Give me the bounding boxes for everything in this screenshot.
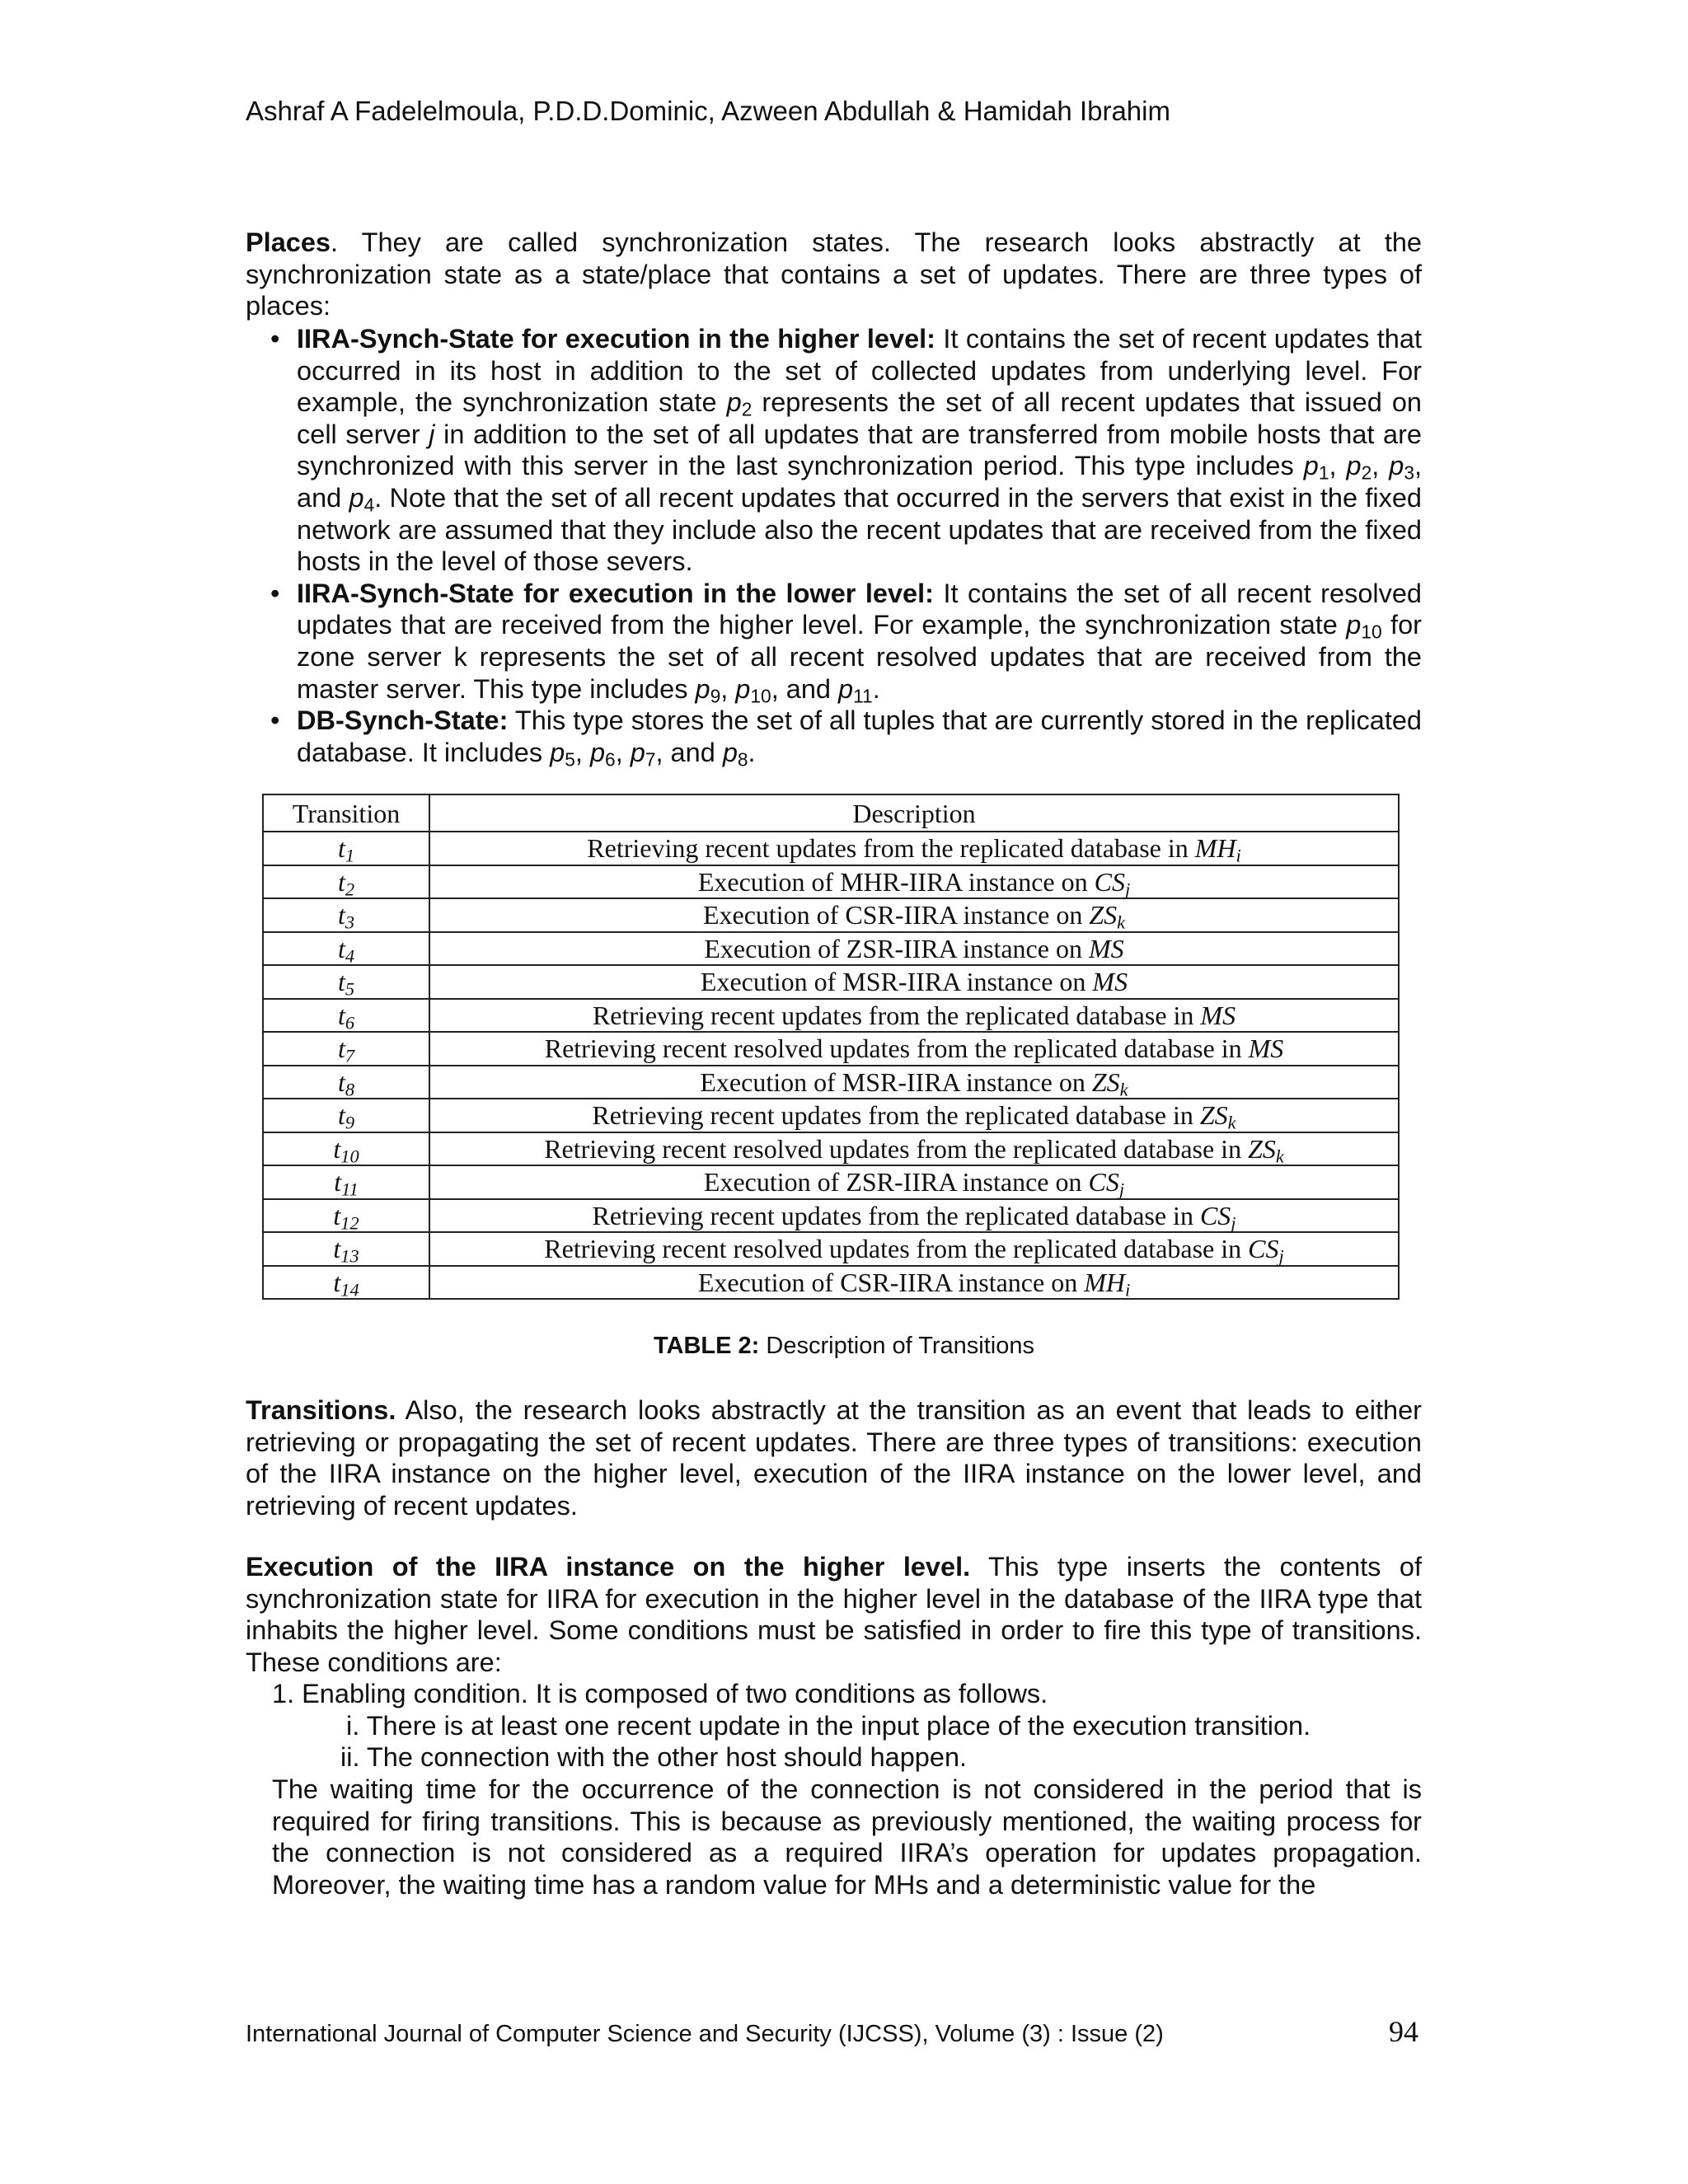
description-cell: Retrieving recent updates from the replicated database in $ZS_k$: [429, 1099, 1399, 1132]
description-cell: Execution of ZSR-IIRA instance on MS: [429, 932, 1399, 966]
transition-cell: $t_9$: [263, 1099, 429, 1132]
transition-cell: $t_5$: [263, 965, 429, 999]
transition-cell: $t_{12}$: [263, 1199, 429, 1233]
table-row: [263, 1199, 1399, 1233]
transition-cell: $t_{13}$: [263, 1232, 429, 1266]
description-cell: Retrieving recent resolved updates from the replicated database in $CS_j$: [429, 1232, 1399, 1266]
execution-heading: Execution of the IIRA instance on the higher level.: [246, 1552, 971, 1582]
table-row: [263, 865, 1399, 899]
places-list: [246, 323, 1423, 771]
transition-cell: $t_{14}$: [263, 1266, 429, 1300]
table-row: [263, 932, 1399, 966]
places-paragraph: Places. They are called synchronization states. The research looks abstractly at the synchronization state as a state/place that contains a set of updates. There are three types of places:: [246, 227, 1422, 321]
description-cell: Execution of ZSR-IIRA instance on $CS_j$: [429, 1165, 1399, 1199]
transition-cell: $t_3$: [263, 898, 429, 932]
bullet-icon: •: [270, 705, 280, 736]
table-body: [263, 832, 1399, 1299]
condition-ii: ii. The connection with the other host should happen.: [340, 1742, 968, 1772]
running-header: Ashraf A Fadelelmoula, P.D.D.Dominic, Azween Abdullah & Hamidah Ibrahim: [246, 96, 1170, 126]
bullet-icon: •: [270, 578, 280, 608]
transition-cell: $t_2$: [263, 865, 429, 899]
transitions-table: [262, 794, 1400, 1300]
table-row: [263, 1066, 1399, 1099]
waiting-time-paragraph: The waiting time for the occurrence of the connection is not considered in the period that is required for firing transitions. This is because as previously mentioned, the waiting process for the connection is not considered as a required IIRA’s operation for updates propagation. Moreover, the waiting time has a random value for MHs and a deterministic value for the: [272, 1774, 1422, 1900]
table-row: [263, 1032, 1399, 1066]
table-row: [263, 965, 1399, 999]
description-cell: Execution of CSR-IIRA instance on $ZS_k$: [429, 898, 1399, 932]
table-row: [263, 1132, 1399, 1166]
table-row: [263, 1266, 1399, 1300]
table-row: [263, 1165, 1399, 1199]
description-cell: Execution of MSR-IIRA instance on MS: [429, 965, 1399, 999]
bullet-icon: •: [270, 324, 280, 354]
column-header-transition: Transition: [263, 794, 429, 832]
list-item: • DB-Synch-State: This type stores the set of all tuples that are currently stored in the replicated database. It includes $p_5$, $p_6$, $p_7$, and $p_8$.: [270, 705, 1423, 771]
description-cell: Execution of CSR-IIRA instance on $MH_i$: [429, 1266, 1399, 1300]
condition-i: i. There is at least one recent update in the input place of the execution transition.: [346, 1711, 1311, 1741]
journal-footer: International Journal of Computer Science and Security (IJCSS), Volume (3) : Issue (2): [246, 2021, 1164, 2047]
list-item: • IIRA-Synch-State for execution in the higher level: It contains the set of recent updates that occurred in its host in addition to the set of collected updates from underlying level. For example, the synchronization state $p_2$ represents the set of all recent updates that issued on cell server j in addition to the set of all updates that are transferred from mobile hosts that are synchronized with this server in the last synchronization period. This type includes $p_1$, $p_2$, $p_3$, and $p_4$. Note that the set of all recent updates that occurred in the servers that exist in the fixed network are assumed that they include also the recent updates that are received from the fixed hosts in the level of those severs.: [270, 324, 1423, 577]
table-header-row: [263, 794, 1399, 832]
description-cell: Retrieving recent resolved updates from the replicated database in $ZS_k$: [429, 1132, 1399, 1166]
table-row: [263, 1232, 1399, 1266]
table-row: [263, 999, 1399, 1033]
transition-cell: $t_8$: [263, 1066, 429, 1099]
description-cell: Retrieving recent updates from the replicated database in $MH_i$: [429, 832, 1399, 865]
places-heading: Places: [246, 227, 331, 257]
transition-cell: $t_6$: [263, 999, 429, 1033]
table-caption: TABLE 2: Description of Transitions: [653, 1333, 1034, 1359]
table-row: [263, 832, 1399, 865]
description-cell: Retrieving recent updates from the replicated database in MS: [429, 999, 1399, 1033]
table-row: [263, 898, 1399, 932]
enabling-condition-item: 1. Enabling condition. It is composed of two conditions as follows.: [272, 1679, 1048, 1708]
column-header-description: Description: [429, 794, 1399, 832]
transition-cell: $t_4$: [263, 932, 429, 966]
transitions-heading: Transitions.: [246, 1395, 396, 1425]
table-row: [263, 1099, 1399, 1132]
transition-cell: $t_{10}$: [263, 1132, 429, 1166]
transition-cell: $t_{11}$: [263, 1165, 429, 1199]
transition-cell: $t_7$: [263, 1032, 429, 1066]
execution-paragraph: Execution of the IIRA instance on the higher level. This type inserts the contents of synchronization state for IIRA for execution in the higher level in the database of the IIRA type that inhabits the higher level. Some conditions must be satisfied in order to fire this type of transitions. These conditions are:: [246, 1552, 1422, 1677]
description-cell: Retrieving recent updates from the replicated database in $CS_j$: [429, 1199, 1399, 1233]
page-number: 94: [1389, 2015, 1418, 2048]
transition-cell: $t_1$: [263, 832, 429, 865]
description-cell: Execution of MSR-IIRA instance on $ZS_k$: [429, 1066, 1399, 1099]
list-item: • IIRA-Synch-State for execution in the lower level: It contains the set of all recent resolved updates that are received from the higher level. For example, the synchronization state $p_{10}$ for zone server k represents the set of all recent resolved updates that are received from the master server. This type includes $p_9$, $p_{10}$, and $p_{11}$.: [270, 578, 1423, 707]
description-cell: Retrieving recent resolved updates from the replicated database in MS: [429, 1032, 1399, 1066]
description-cell: Execution of MHR-IIRA instance on $CS_j$: [429, 865, 1399, 899]
transitions-paragraph: Transitions. Also, the research looks abstractly at the transition as an event that leads to either retrieving or propagating the set of recent updates. There are three types of transitions: execution of the IIRA instance on the higher level, execution of the IIRA instance on the lower level, and retrieving of recent updates.: [246, 1395, 1422, 1521]
